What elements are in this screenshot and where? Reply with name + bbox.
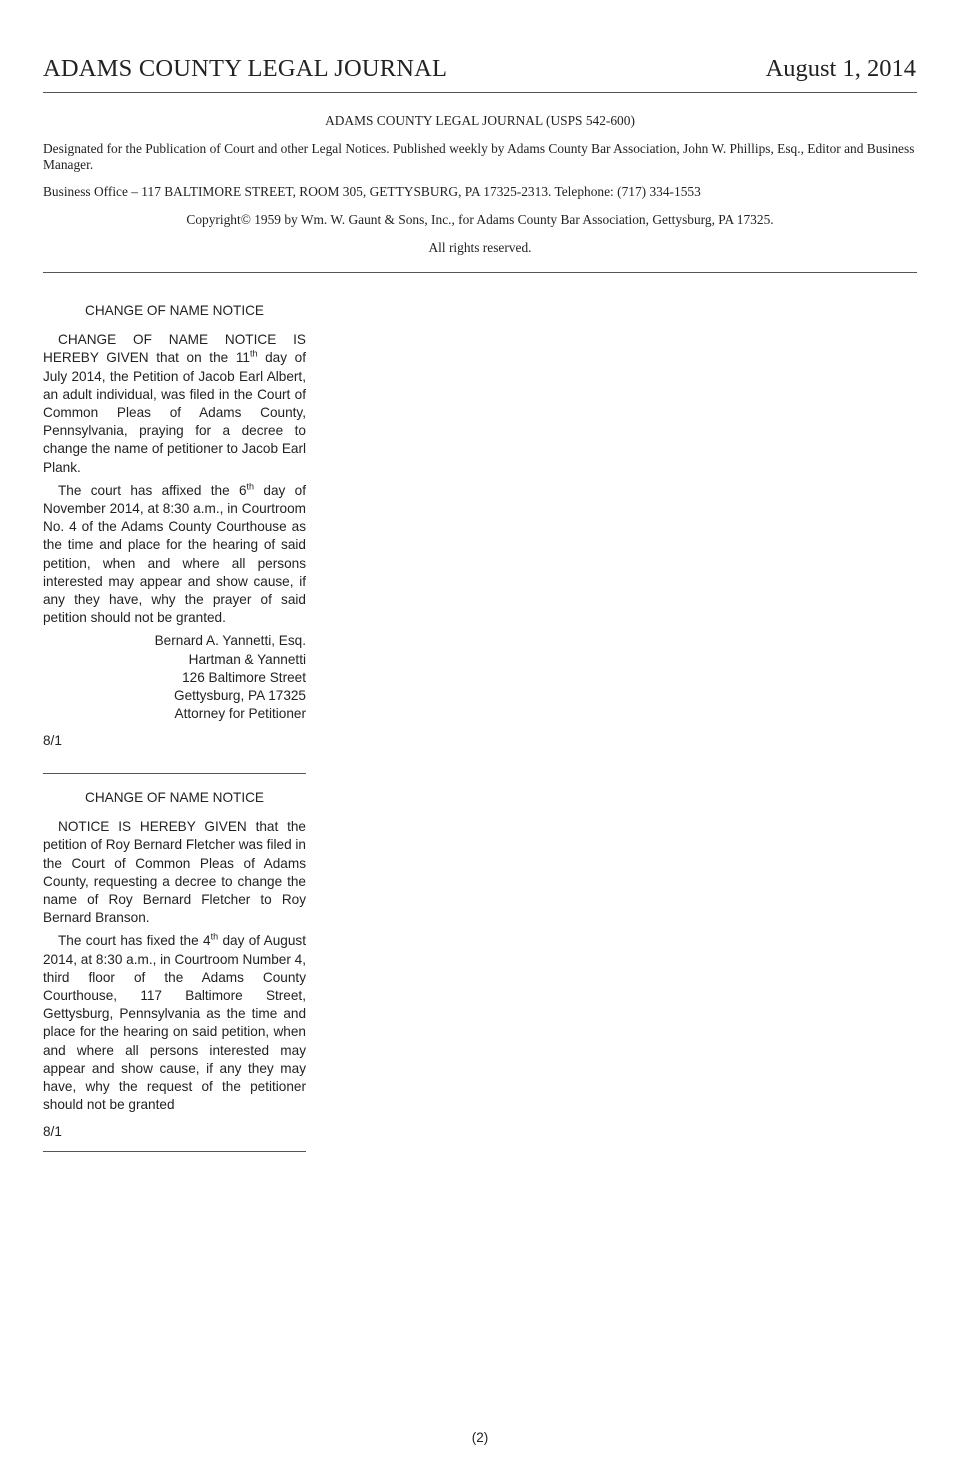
notice-heading: CHANGE OF NAME NOTICE (85, 790, 264, 805)
notice-paragraph (43, 818, 306, 927)
notice-text: day of November 2014, at 8:30 a.m., in Courtroom No. 4 of the Adams County Courthouse as the time and place for the hearing of said petition, when and where all persons interested may appear and show cause, if any they have, why the prayer of said petition should not be granted. (43, 482, 306, 626)
ordinal-suffix: th (210, 931, 219, 942)
publication-date-tag: 8/1 (43, 733, 62, 749)
notice-paragraph (43, 482, 306, 628)
notice-text: CHANGE OF NAME NOTICE IS HEREBY GIVEN that on the 11 (43, 332, 306, 366)
street-address: 126 Baltimore Street (182, 669, 306, 685)
issue-date: August 1, 2014 (765, 55, 916, 82)
notice-divider (43, 773, 306, 774)
masthead-business-office: Business Office – 117 BALTIMORE STREET, ROOM 305, GETTYSBURG, PA 17325-2313. Telephone: (717) 334-1553 (43, 184, 701, 199)
masthead-description: Designated for the Publication of Court and other Legal Notices. Published weekly by Adams County Bar Association, John W. Phillips, Esq., Editor and Business Manager. (43, 141, 915, 172)
notice-1 (43, 302, 306, 751)
notice-paragraph (43, 932, 306, 1114)
notice-text: NOTICE IS HEREBY GIVEN that the petition of Roy Bernard Fletcher was filed in the Court of Common Pleas of Adams County, requesting a decree to change the name of Roy Bernard Fletcher to Roy Bernard Branson. (43, 819, 306, 926)
ordinal-suffix: th (246, 481, 255, 492)
attorney-role: Attorney for Petitioner (174, 706, 306, 722)
masthead-rights: All rights reserved. (428, 240, 532, 255)
attorney-signature (43, 632, 306, 723)
ordinal-suffix: th (249, 348, 258, 359)
notice-text: The court has fixed the 4 (58, 933, 211, 949)
notice-divider (43, 1151, 306, 1152)
law-firm: Hartman & Yannetti (188, 651, 306, 667)
page-number: (2) (471, 1430, 489, 1445)
city-state-zip: Gettysburg, PA 17325 (174, 688, 306, 704)
attorney-name: Bernard A. Yannetti, Esq. (154, 633, 306, 649)
masthead-divider (43, 272, 917, 273)
header-divider (43, 92, 917, 93)
notice-heading: CHANGE OF NAME NOTICE (85, 303, 264, 318)
notice-text: day of August 2014, at 8:30 a.m., in Courtroom Number 4, third floor of the Adams County Courthouse, 117 Baltimore Street, Gettysburg, Pennsylvania as the time and place for the hearing on said petition, when and where all persons interested may appear and show cause, if any they may have, why the request of the petitioner should not be granted (43, 933, 306, 1113)
journal-title: ADAMS COUNTY LEGAL JOURNAL (43, 55, 448, 82)
notice-paragraph (43, 331, 306, 477)
publication-date-tag: 8/1 (43, 1124, 62, 1140)
masthead-copyright: Copyright© 1959 by Wm. W. Gaunt & Sons, Inc., for Adams County Bar Association, Gettysburg, PA 17325. (186, 212, 774, 227)
notice-text: day of July 2014, the Petition of Jacob Earl Albert, an adult individual, was filed in the Court of Common Pleas of Adams County, Pennsylvania, praying for a decree to change the name of petitioner to Jacob Earl Plank. (43, 350, 306, 475)
notice-2 (43, 789, 306, 1142)
masthead-title: ADAMS COUNTY LEGAL JOURNAL (USPS 542-600) (325, 113, 635, 128)
notice-text: The court has affixed the 6 (58, 482, 247, 498)
